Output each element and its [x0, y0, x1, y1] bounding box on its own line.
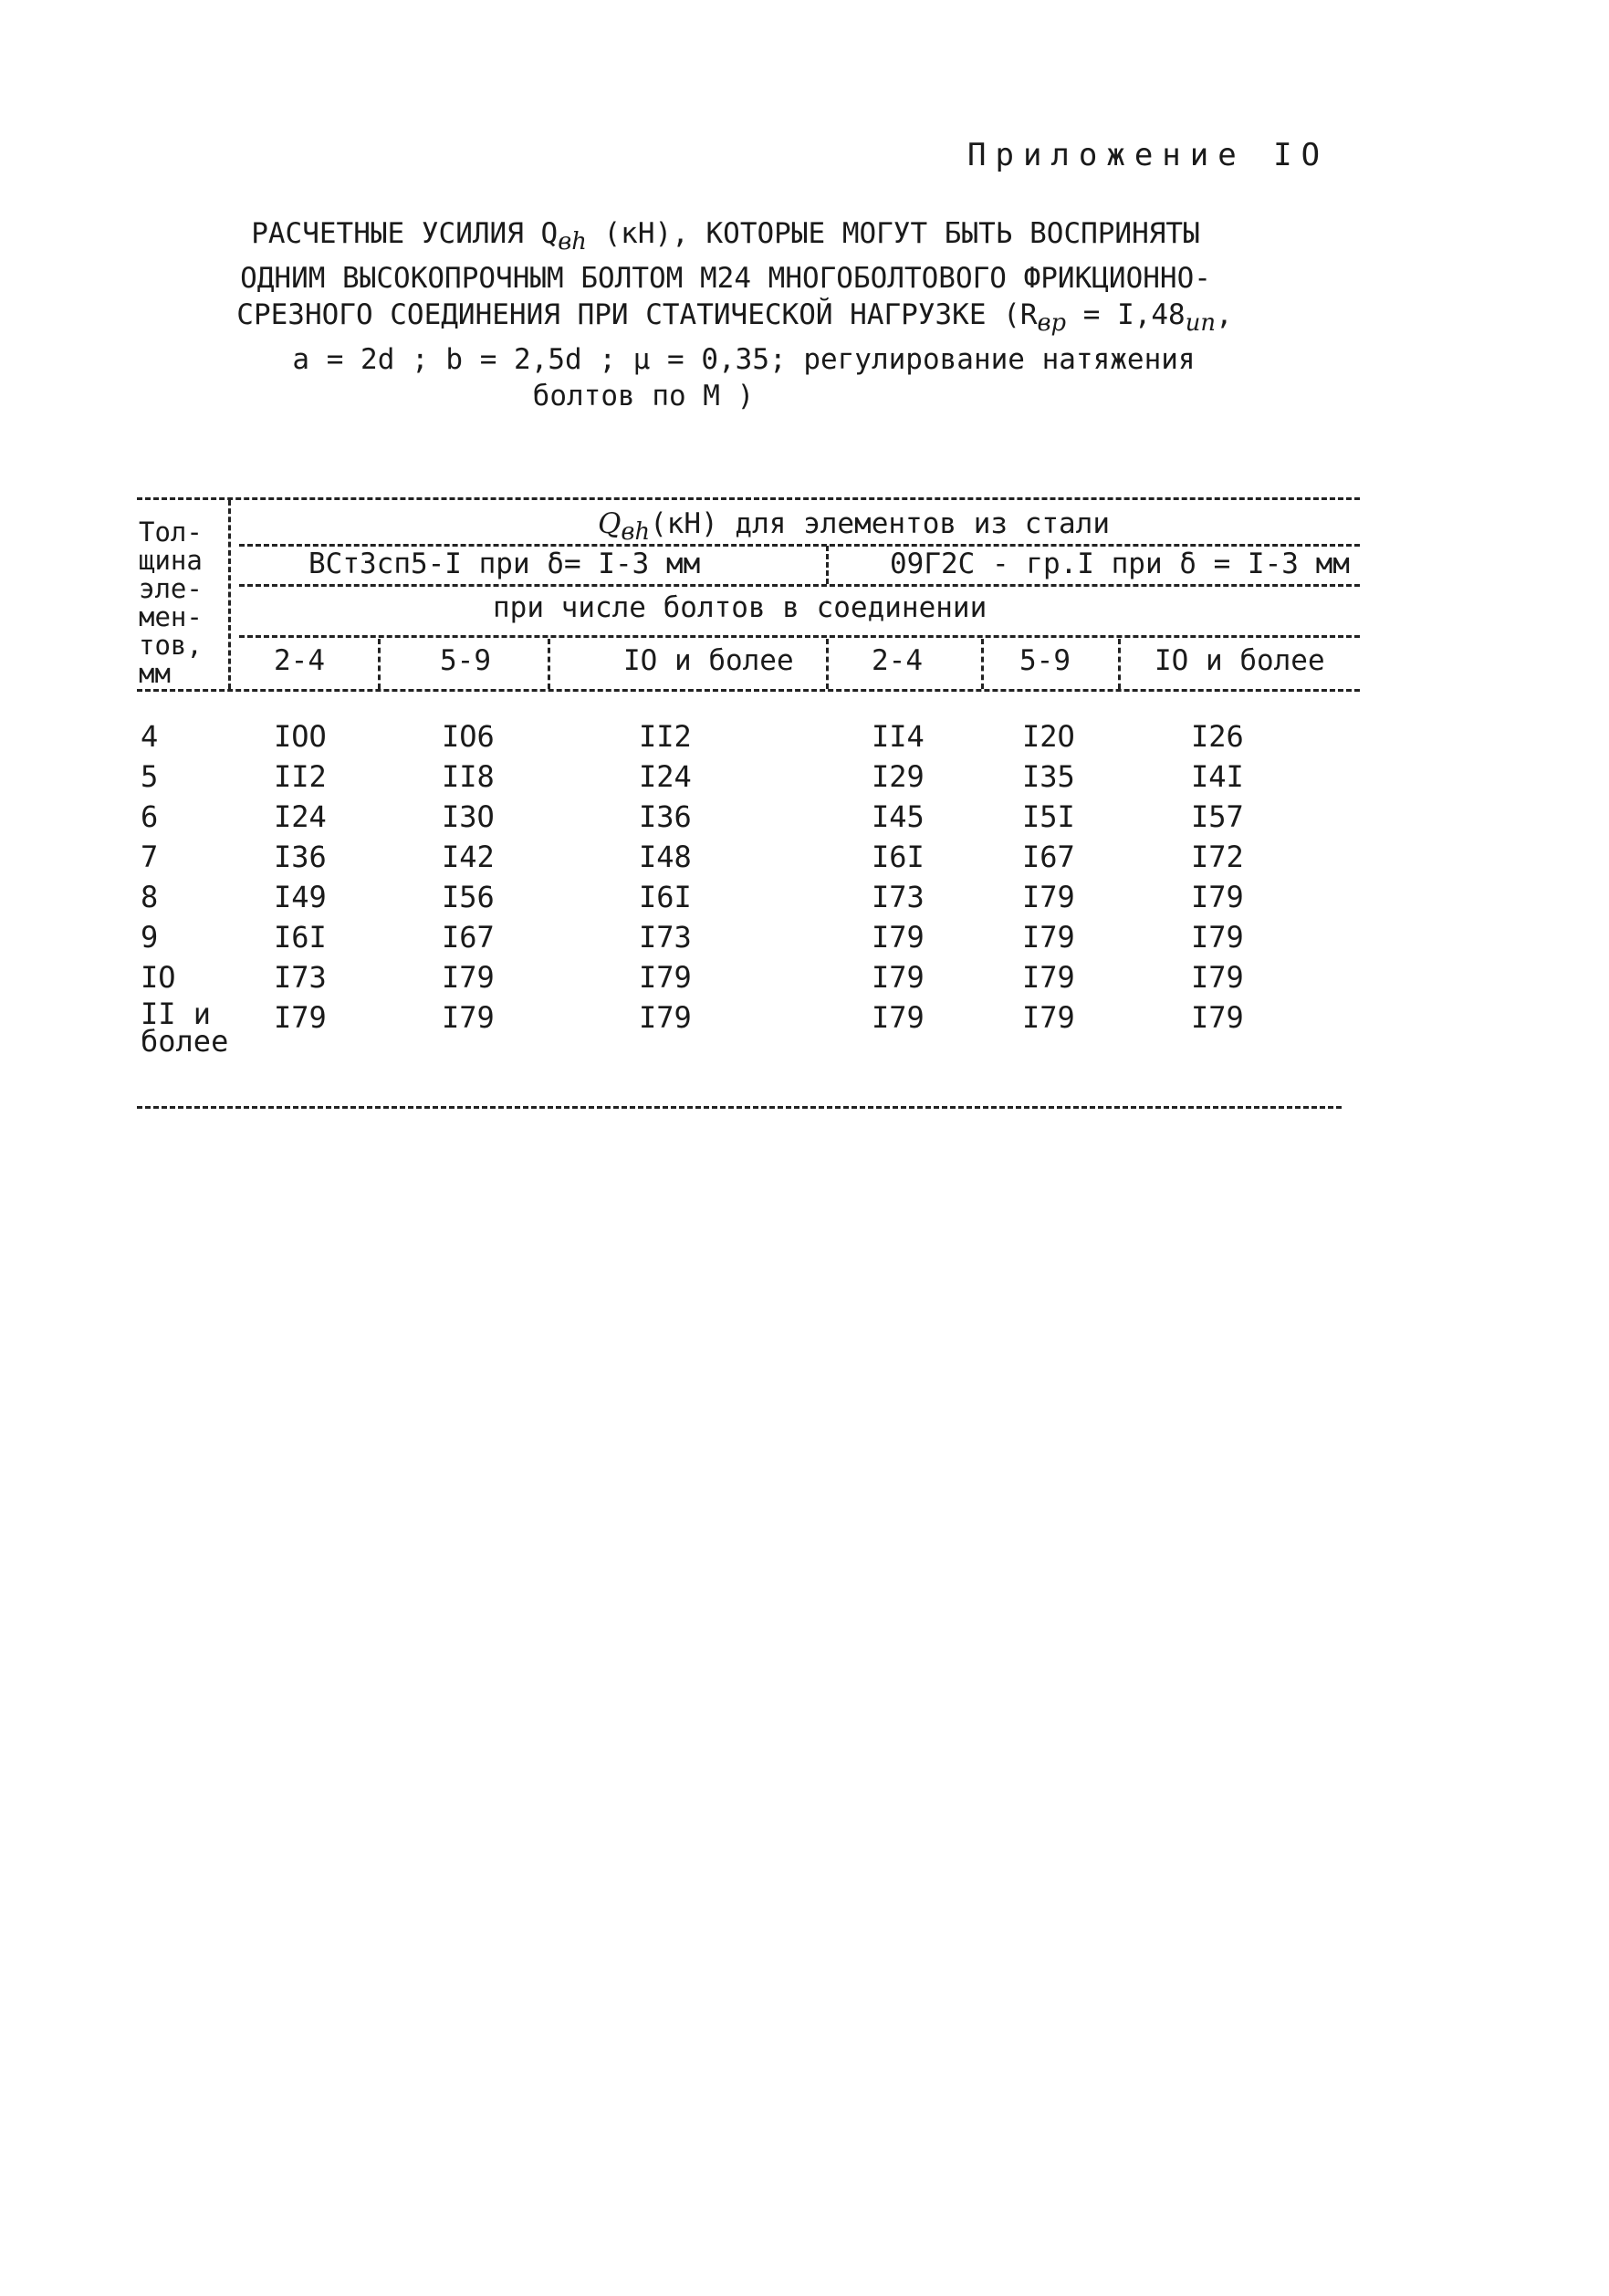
steel-divider [826, 546, 829, 584]
table-cell: I79 [1022, 960, 1075, 995]
table-cell: I42 [442, 840, 495, 874]
table-cell: I57 [1191, 799, 1244, 834]
table-cell: I6I [639, 880, 692, 914]
table-cell: I79 [639, 960, 692, 995]
table-cell: II2 [274, 759, 327, 794]
table-cell: I79 [872, 960, 925, 995]
table-cell: I45 [872, 799, 925, 834]
steel-2-header: 09Г2С - гр.I при δ = I-3 мм [890, 548, 1350, 580]
col-divider-1 [378, 639, 381, 689]
table-cell: I24 [639, 759, 692, 794]
table-cell: I72 [1191, 840, 1244, 874]
col-divider-4 [981, 639, 984, 689]
bolts-count-header: при числе болтов в соединении [493, 591, 987, 624]
table-cell: I79 [1191, 920, 1244, 955]
row-thickness-label: II и более [141, 997, 229, 1059]
title-line-4: a = 2d ; b = 2,5d ; μ = 0,35; регулирование натяжения [292, 343, 1196, 377]
table-cell: I79 [1022, 1000, 1075, 1035]
table-cell: I24 [274, 799, 327, 834]
table-cell: I36 [274, 840, 327, 874]
col-header-3: IO и более [623, 644, 794, 677]
row-thickness-label: 7 [141, 840, 159, 874]
table-cell: II2 [639, 719, 692, 754]
table-cell: I36 [639, 799, 692, 834]
row-thickness-label: 9 [141, 920, 159, 955]
table-cell: I67 [442, 920, 495, 955]
col-header-6: IO и более [1155, 644, 1325, 677]
table-cell: I79 [1022, 880, 1075, 914]
col-divider-3 [826, 639, 829, 689]
table-cell: I3O [442, 799, 495, 834]
thickness-header: Тол- щина эле- мен- тов, мм [139, 517, 203, 689]
table-cell: I4I [1191, 759, 1244, 794]
table-cell: IOO [274, 719, 327, 754]
table-cell: I79 [872, 1000, 925, 1035]
stub-divider [228, 500, 231, 689]
title-line-5: болтов по M ) [532, 380, 755, 413]
row-thickness-label: 5 [141, 759, 159, 794]
table-cell: I79 [639, 1000, 692, 1035]
table-cell: I79 [1191, 1000, 1244, 1035]
col-header-1: 2-4 [274, 644, 325, 677]
steel-header-rule [239, 584, 1360, 587]
table-cell: I79 [1191, 960, 1244, 995]
col-divider-5 [1118, 639, 1121, 689]
table-cell: I2O [1022, 719, 1075, 754]
title-line-2: ОДНИМ ВЫСОКОПРОЧНЫМ БОЛТОМ М24 МНОГОБОЛТОВОГО ФРИКЦИОННО- [240, 262, 1211, 296]
col-header-4: 2-4 [872, 644, 923, 677]
table-cell: I79 [442, 1000, 495, 1035]
col-header-2: 5-9 [440, 644, 491, 677]
table-cell: I48 [639, 840, 692, 874]
document-title [201, 215, 1314, 414]
table-cell: I35 [1022, 759, 1075, 794]
appendix-label: Приложение IO [967, 137, 1330, 173]
table-cell: I79 [872, 920, 925, 955]
table-cell: I29 [872, 759, 925, 794]
table-cell: I5I [1022, 799, 1075, 834]
table-cell: I79 [1022, 920, 1075, 955]
row-thickness-label: IO [141, 960, 176, 995]
table-cell: II8 [442, 759, 495, 794]
table-bottom-rule [137, 1106, 1342, 1109]
table-cell: I6I [872, 840, 925, 874]
table-cell: I73 [639, 920, 692, 955]
table-cell: I73 [872, 880, 925, 914]
table-cell: I49 [274, 880, 327, 914]
steel-1-header: ВСт3сп5-I при δ= I-3 мм [308, 548, 701, 580]
title-line-1: РАСЧЕТНЫЕ УСИЛИЯ $Q_{вh}$ (кН), КОТОРЫЕ МОГУТ БЫТЬ ВОСПРИНЯТЫ [251, 217, 1200, 256]
col-divider-2 [548, 639, 550, 689]
bolts-header-rule [239, 635, 1360, 638]
row-thickness-label: 4 [141, 719, 159, 754]
group-header: $Q_{вh}(кН)$ для элементов из стали [598, 507, 1111, 547]
title-line-3: СРЕЗНОГО СОЕДИНЕНИЯ ПРИ СТАТИЧЕСКОЙ НАГРУЗКЕ ($R_{вр} = I,48_{un}$, [236, 298, 1233, 338]
table-cell: IO6 [442, 719, 495, 754]
row-thickness-label: 6 [141, 799, 159, 834]
table-cell: I56 [442, 880, 495, 914]
col-header-5: 5-9 [1019, 644, 1071, 677]
row-thickness-label: 8 [141, 880, 159, 914]
table-top-rule [137, 497, 1360, 500]
table-cell: I79 [442, 960, 495, 995]
column-header-rule [137, 689, 1360, 692]
table-cell: I79 [1191, 880, 1244, 914]
table-cell: I26 [1191, 719, 1244, 754]
table-cell: I6I [274, 920, 327, 955]
table-cell: I67 [1022, 840, 1075, 874]
table-cell: I73 [274, 960, 327, 995]
table-cell: II4 [872, 719, 925, 754]
table-cell: I79 [274, 1000, 327, 1035]
